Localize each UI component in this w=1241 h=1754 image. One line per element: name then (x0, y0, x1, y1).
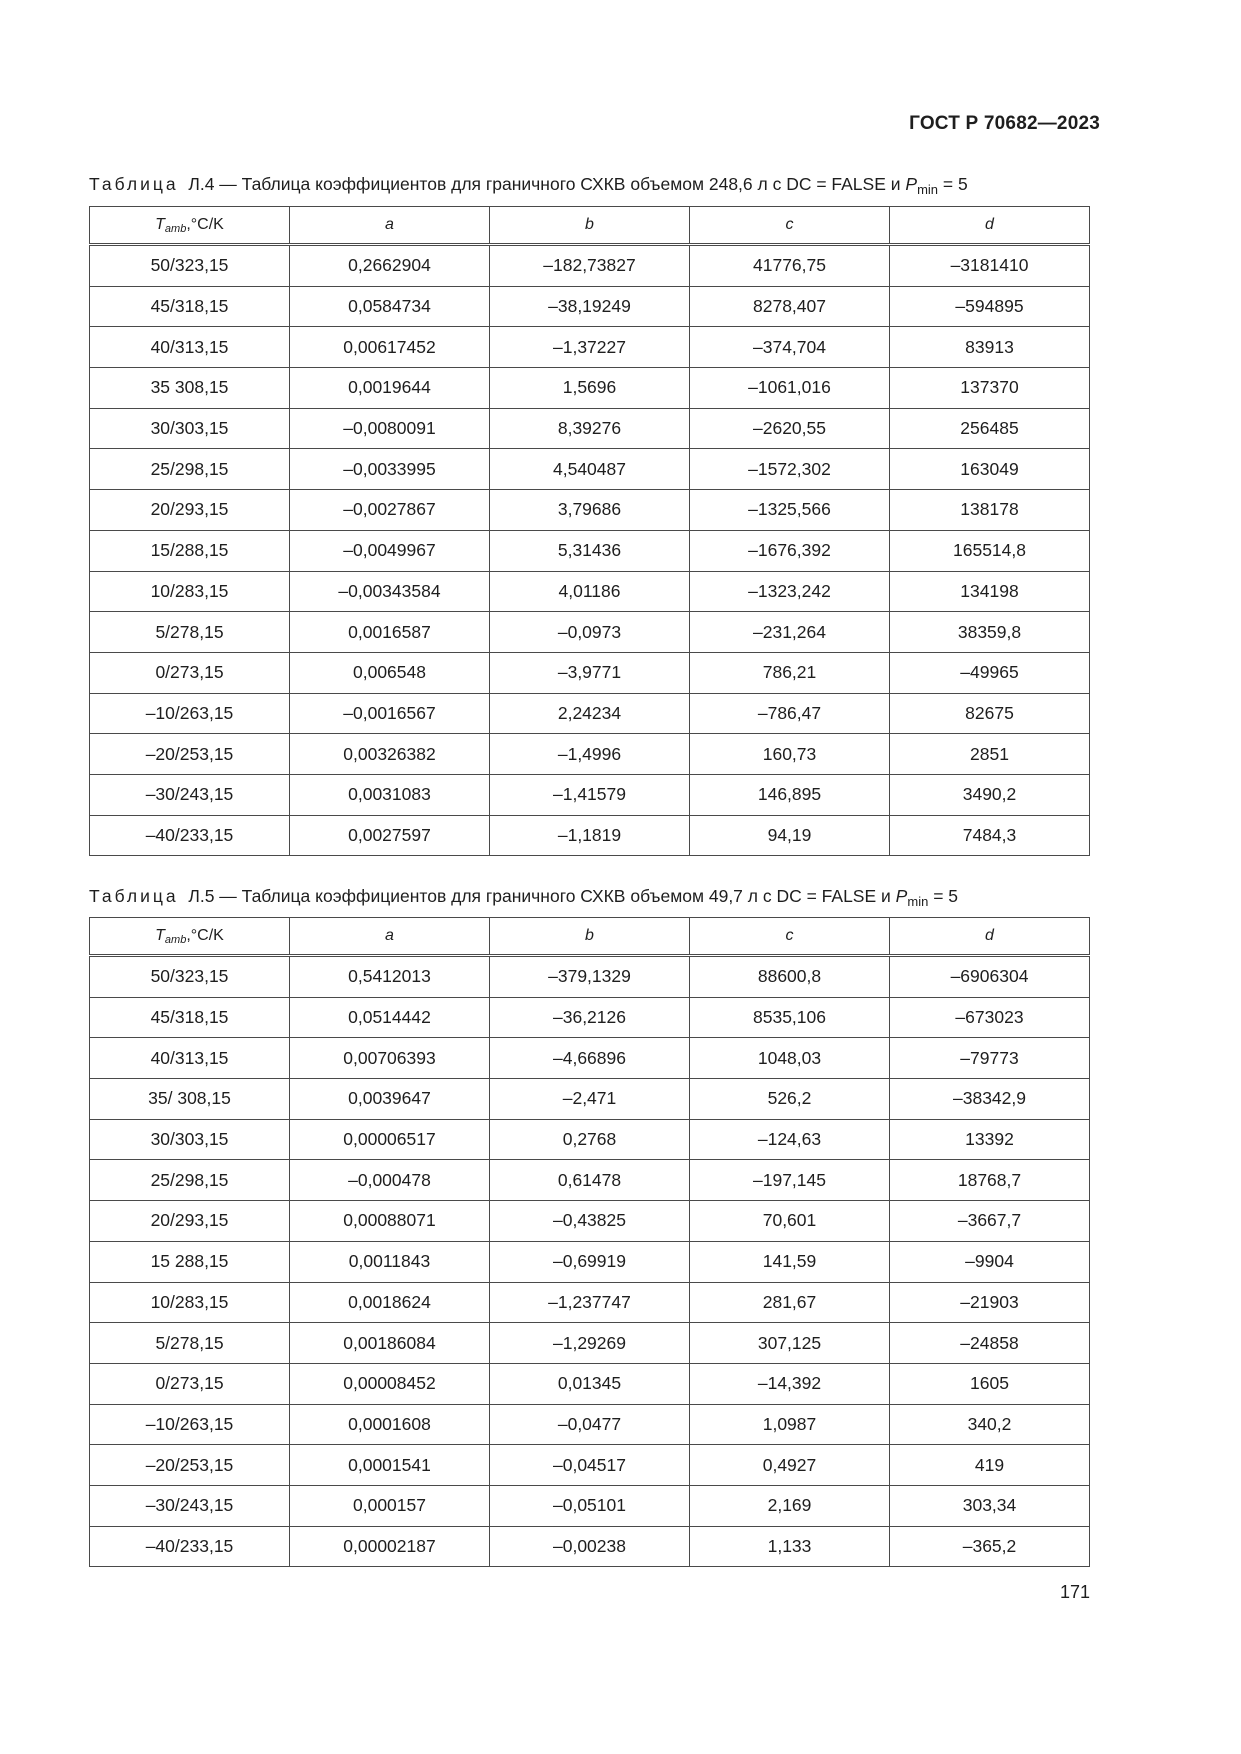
cell-d: 163049 (890, 449, 1090, 490)
table-row (90, 571, 1090, 612)
header-a: a (290, 207, 490, 245)
table-row (90, 1241, 1090, 1282)
cell-temperature: 10/283,15 (90, 1282, 290, 1323)
cell-temperature: –30/243,15 (90, 1485, 290, 1526)
table-row (90, 734, 1090, 775)
cell-c: 41776,75 (690, 245, 890, 287)
page-number: 171 (1059, 1582, 1090, 1602)
cell-d: 256485 (890, 408, 1090, 449)
cell-temperature: 30/303,15 (90, 1119, 290, 1160)
table-row (90, 1201, 1090, 1242)
cell-d: –24858 (890, 1323, 1090, 1364)
table-body-l5 (90, 956, 1090, 1567)
table-row (90, 774, 1090, 815)
cell-b: 2,24234 (490, 693, 690, 734)
cell-a: 0,0016587 (290, 612, 490, 653)
cell-temperature: 20/293,15 (90, 1201, 290, 1242)
cell-c: 88600,8 (690, 956, 890, 998)
header-temperature (90, 207, 290, 245)
t-units: ,°C/K (186, 927, 224, 944)
cell-a: 0,00088071 (290, 1201, 490, 1242)
table-row (90, 368, 1090, 409)
cell-temperature: –30/243,15 (90, 774, 290, 815)
cell-b: 8,39276 (490, 408, 690, 449)
cell-b: 4,01186 (490, 571, 690, 612)
cell-temperature: 40/313,15 (90, 1038, 290, 1079)
cell-d: –49965 (890, 652, 1090, 693)
cell-b: –379,1329 (490, 956, 690, 998)
coefficient-table-l4 (89, 206, 1090, 856)
cell-temperature: –20/253,15 (90, 734, 290, 775)
table-row (90, 1404, 1090, 1445)
cell-d: 3490,2 (890, 774, 1090, 815)
table-row (90, 652, 1090, 693)
cell-c: –1676,392 (690, 530, 890, 571)
cell-d: 137370 (890, 368, 1090, 409)
cell-b: –0,69919 (490, 1241, 690, 1282)
cell-c: 1,133 (690, 1526, 890, 1567)
table-row (90, 1282, 1090, 1323)
cell-b: –0,05101 (490, 1485, 690, 1526)
cell-d: –365,2 (890, 1526, 1090, 1567)
cell-d: 13392 (890, 1119, 1090, 1160)
cell-a: 0,0001541 (290, 1445, 490, 1486)
cell-b: –38,19249 (490, 286, 690, 327)
cell-a: 0,0584734 (290, 286, 490, 327)
cell-temperature: 20/293,15 (90, 490, 290, 531)
header-c: c (690, 207, 890, 245)
cell-a: 0,00008452 (290, 1363, 490, 1404)
table-row (90, 1485, 1090, 1526)
cell-d: –673023 (890, 997, 1090, 1038)
cell-b: –1,41579 (490, 774, 690, 815)
cell-c: 0,4927 (690, 1445, 890, 1486)
cell-c: –1061,016 (690, 368, 890, 409)
table-row (90, 408, 1090, 449)
cell-a: 0,000157 (290, 1485, 490, 1526)
table-row (90, 245, 1090, 287)
table-row (90, 815, 1090, 856)
cell-a: –0,0016567 (290, 693, 490, 734)
cell-d: –3667,7 (890, 1201, 1090, 1242)
cell-a: –0,0080091 (290, 408, 490, 449)
cell-d: 165514,8 (890, 530, 1090, 571)
table-label-word: Таблица (89, 174, 179, 194)
cell-c: 2,169 (690, 1485, 890, 1526)
cell-b: 3,79686 (490, 490, 690, 531)
cell-c: 1,0987 (690, 1404, 890, 1445)
cell-c: –1572,302 (690, 449, 890, 490)
t-subscript: amb (164, 223, 187, 235)
cell-a: 0,5412013 (290, 956, 490, 998)
cell-a: 0,0001608 (290, 1404, 490, 1445)
table-row (90, 1119, 1090, 1160)
cell-c: –374,704 (690, 327, 890, 368)
table-label-word: Таблица (89, 886, 179, 906)
cell-temperature: –20/253,15 (90, 1445, 290, 1486)
table-caption-l4 (89, 174, 968, 195)
cell-d: 340,2 (890, 1404, 1090, 1445)
cell-c: 1048,03 (690, 1038, 890, 1079)
header-d: d (890, 918, 1090, 956)
cell-d: –79773 (890, 1038, 1090, 1079)
cell-b: –1,4996 (490, 734, 690, 775)
header-d: d (890, 207, 1090, 245)
cell-b: –0,04517 (490, 1445, 690, 1486)
cell-b: –1,29269 (490, 1323, 690, 1364)
cell-a: 0,0514442 (290, 997, 490, 1038)
cell-temperature: –40/233,15 (90, 815, 290, 856)
t-subscript: amb (164, 934, 187, 946)
cell-c: 94,19 (690, 815, 890, 856)
cell-d: 38359,8 (890, 612, 1090, 653)
cell-b: 1,5696 (490, 368, 690, 409)
p-min-subscript: min (907, 894, 929, 909)
cell-b: –2,471 (490, 1079, 690, 1120)
cell-b: –36,2126 (490, 997, 690, 1038)
cell-c: –786,47 (690, 693, 890, 734)
table-row (90, 1160, 1090, 1201)
cell-d: –38342,9 (890, 1079, 1090, 1120)
cell-temperature: 30/303,15 (90, 408, 290, 449)
cell-a: 0,00006517 (290, 1119, 490, 1160)
cell-temperature: 25/298,15 (90, 1160, 290, 1201)
cell-d: 134198 (890, 571, 1090, 612)
cell-a: 0,00002187 (290, 1526, 490, 1567)
cell-b: 5,31436 (490, 530, 690, 571)
cell-c: –124,63 (690, 1119, 890, 1160)
table-row (90, 490, 1090, 531)
t-units: ,°C/K (186, 216, 224, 233)
p-min-value: = 5 (942, 174, 968, 194)
cell-a: 0,0031083 (290, 774, 490, 815)
cell-b: –0,0477 (490, 1404, 690, 1445)
cell-c: 281,67 (690, 1282, 890, 1323)
cell-temperature: 15 288,15 (90, 1241, 290, 1282)
cell-d: 2851 (890, 734, 1090, 775)
cell-d: 1605 (890, 1363, 1090, 1404)
cell-a: 0,00706393 (290, 1038, 490, 1079)
cell-temperature: 10/283,15 (90, 571, 290, 612)
cell-c: –197,145 (690, 1160, 890, 1201)
cell-temperature: –10/263,15 (90, 693, 290, 734)
table-caption-l5 (89, 886, 958, 907)
table-row (90, 1038, 1090, 1079)
cell-a: –0,0033995 (290, 449, 490, 490)
cell-c: 307,125 (690, 1323, 890, 1364)
table-row (90, 612, 1090, 653)
cell-b: –0,43825 (490, 1201, 690, 1242)
cell-d: –3181410 (890, 245, 1090, 287)
cell-b: 0,01345 (490, 1363, 690, 1404)
cell-a: –0,0049967 (290, 530, 490, 571)
table-row (90, 1445, 1090, 1486)
cell-c: –231,264 (690, 612, 890, 653)
cell-d: –6906304 (890, 956, 1090, 998)
cell-c: 8535,106 (690, 997, 890, 1038)
coefficient-table-l5 (89, 917, 1090, 1567)
cell-c: 160,73 (690, 734, 890, 775)
cell-temperature: –10/263,15 (90, 1404, 290, 1445)
cell-d: 83913 (890, 327, 1090, 368)
table-row (90, 997, 1090, 1038)
table-row (90, 1363, 1090, 1404)
p-min-value: = 5 (933, 886, 959, 906)
cell-c: –14,392 (690, 1363, 890, 1404)
cell-d: 7484,3 (890, 815, 1090, 856)
header-b: b (490, 918, 690, 956)
cell-b: –4,66896 (490, 1038, 690, 1079)
cell-c: 786,21 (690, 652, 890, 693)
table-row (90, 1323, 1090, 1364)
cell-a: –0,0027867 (290, 490, 490, 531)
cell-temperature: 35 308,15 (90, 368, 290, 409)
cell-temperature: 40/313,15 (90, 327, 290, 368)
cell-b: –0,0973 (490, 612, 690, 653)
cell-temperature: 35/ 308,15 (90, 1079, 290, 1120)
table-row (90, 1526, 1090, 1567)
document-code-header: ГОСТ Р 70682—2023 (909, 113, 1100, 134)
cell-c: 526,2 (690, 1079, 890, 1120)
table-caption-text: Л.5 — Таблица коэффициентов для граничного СХКВ объемом 49,7 л с DC = FALSE и (188, 886, 891, 906)
table-header-row (90, 918, 1090, 956)
cell-d: 82675 (890, 693, 1090, 734)
cell-b: 0,2768 (490, 1119, 690, 1160)
cell-c: –2620,55 (690, 408, 890, 449)
cell-a: 0,0018624 (290, 1282, 490, 1323)
table-body-l4 (90, 245, 1090, 856)
p-min-symbol: P (895, 886, 908, 906)
cell-b: –1,237747 (490, 1282, 690, 1323)
cell-a: –0,00343584 (290, 571, 490, 612)
cell-temperature: 50/323,15 (90, 956, 290, 998)
cell-temperature: 15/288,15 (90, 530, 290, 571)
cell-temperature: 45/318,15 (90, 997, 290, 1038)
t-symbol: T (155, 216, 165, 233)
cell-a: 0,2662904 (290, 245, 490, 287)
cell-temperature: 0/273,15 (90, 1363, 290, 1404)
p-min-subscript: min (917, 182, 939, 197)
cell-temperature: 0/273,15 (90, 652, 290, 693)
cell-d: 18768,7 (890, 1160, 1090, 1201)
cell-a: 0,0027597 (290, 815, 490, 856)
cell-c: 146,895 (690, 774, 890, 815)
header-c: c (690, 918, 890, 956)
cell-temperature: 5/278,15 (90, 1323, 290, 1364)
cell-c: –1325,566 (690, 490, 890, 531)
table-row (90, 449, 1090, 490)
cell-c: –1323,242 (690, 571, 890, 612)
cell-d: 419 (890, 1445, 1090, 1486)
cell-b: –182,73827 (490, 245, 690, 287)
table-row (90, 1079, 1090, 1120)
header-b: b (490, 207, 690, 245)
cell-a: –0,000478 (290, 1160, 490, 1201)
p-min-symbol: P (905, 174, 918, 194)
cell-b: 4,540487 (490, 449, 690, 490)
table-caption-text: Л.4 — Таблица коэффициентов для граничного СХКВ объемом 248,6 л с DC = FALSE и (188, 174, 901, 194)
header-a: a (290, 918, 490, 956)
table-row (90, 327, 1090, 368)
cell-b: –3,9771 (490, 652, 690, 693)
cell-b: –1,1819 (490, 815, 690, 856)
cell-temperature: 50/323,15 (90, 245, 290, 287)
cell-d: –21903 (890, 1282, 1090, 1323)
cell-a: 0,00326382 (290, 734, 490, 775)
header-temperature (90, 918, 290, 956)
cell-a: 0,0011843 (290, 1241, 490, 1282)
cell-b: 0,61478 (490, 1160, 690, 1201)
cell-a: 0,00186084 (290, 1323, 490, 1364)
cell-d: –9904 (890, 1241, 1090, 1282)
cell-c: 70,601 (690, 1201, 890, 1242)
cell-c: 141,59 (690, 1241, 890, 1282)
table-row (90, 693, 1090, 734)
table-row (90, 956, 1090, 998)
cell-d: 138178 (890, 490, 1090, 531)
cell-a: 0,0019644 (290, 368, 490, 409)
cell-temperature: –40/233,15 (90, 1526, 290, 1567)
cell-temperature: 45/318,15 (90, 286, 290, 327)
t-symbol: T (155, 927, 165, 944)
cell-a: 0,00617452 (290, 327, 490, 368)
cell-c: 8278,407 (690, 286, 890, 327)
cell-temperature: 25/298,15 (90, 449, 290, 490)
table-header-row (90, 207, 1090, 245)
cell-d: –594895 (890, 286, 1090, 327)
cell-a: 0,0039647 (290, 1079, 490, 1120)
table-row (90, 286, 1090, 327)
table-row (90, 530, 1090, 571)
cell-a: 0,006548 (290, 652, 490, 693)
cell-b: –0,00238 (490, 1526, 690, 1567)
cell-d: 303,34 (890, 1485, 1090, 1526)
cell-b: –1,37227 (490, 327, 690, 368)
cell-temperature: 5/278,15 (90, 612, 290, 653)
